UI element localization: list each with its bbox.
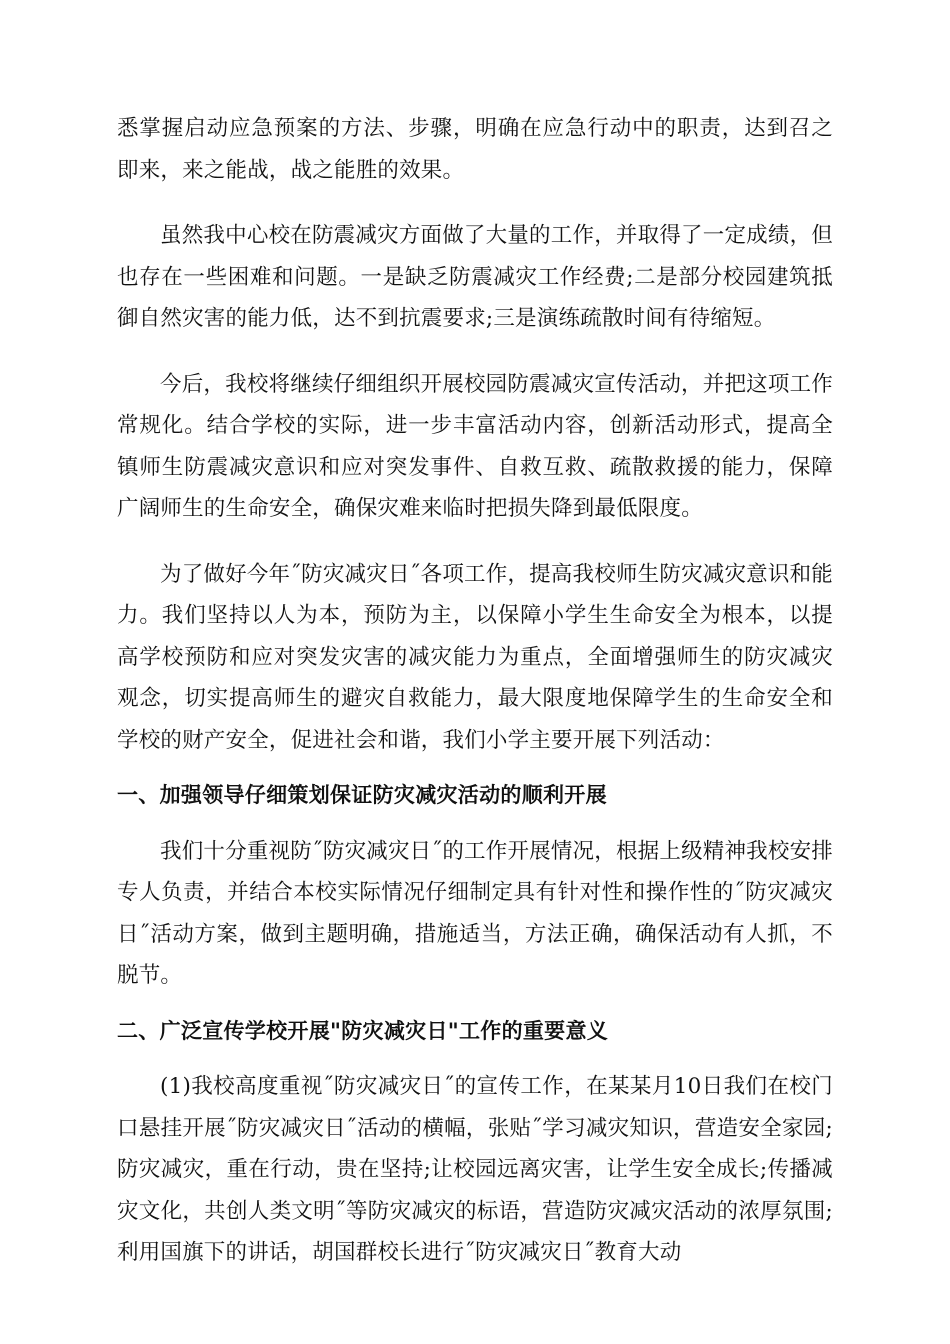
section-heading-2: 二、广泛宣传学校开展"防灾减灾日"工作的重要意义 bbox=[117, 1018, 609, 1043]
document-body bbox=[117, 108, 833, 1298]
paragraph-future-plans: 今后，我校将继续仔细组织开展校园防震减灾宣传活动，并把这项工作常规化。结合学校的实际，进一步丰富活动内容，创新活动形式，提高全镇师生防震减灾意识和应对突发事件、自救互救、疏散救援的能力，保障广阔师生的生命安全，确保灾难来临时把损失降到最低限度。 bbox=[117, 371, 833, 521]
paragraph-difficulties: 虽然我中心校在防震减灾方面做了大量的工作，并取得了一定成绩，但也存在一些困难和问题。一是缺乏防震减灾工作经费;二是部分校园建筑抵御自然灾害的能力低，达不到抗震要求;三是演练疏散时间有待缩短。 bbox=[117, 223, 833, 331]
section-1-body: 我们十分重视防˝防灾减灾日˝的工作开展情况，根据上级精神我校安排专人负责，并结合本校实际情况仔细制定具有针对性和操作性的˝防灾减灾日˝活动方案，做到主题明确，措施适当，方法正确，确保活动有人抓，不脱节。 bbox=[117, 838, 833, 988]
section-heading-1: 一、加强领导仔细策划保证防灾减灾活动的顺利开展 bbox=[117, 783, 607, 807]
paragraph-activity-intro: 为了做好今年˝防灾减灾日˝各项工作，提高我校师生防灾减灾意识和能力。我们坚持以人为本，预防为主，以保障小学生生命安全为根本，以提高学校预防和应对突发灾害的减灾能力为重点，全面增强师生的防灾减灾观念，切实提高师生的避灾自救能力，最大限度地保障学生的生命安全和学校的财产安全，促进社会和谐，我们小学主要开展下列活动： bbox=[117, 561, 833, 753]
paragraph-continuation: 悉掌握启动应急预案的方法、步骤，明确在应急行动中的职责，达到召之即来，来之能战，战之能胜的效果。 bbox=[117, 116, 833, 183]
section-2-body: (1)我校高度重视˝防灾减灾日˝的宣传工作，在某某月10日我们在校门口悬挂开展˝防灾减灾日˝活动的横幅，张贴˝学习减灾知识，营造安全家园;防灾减灾，重在行动，贵在坚持;让校园远离灾害，让学生安全成长;传播减灾文化，共创人类文明˝等防灾减灾的标语，营造防灾减灾活动的浓厚氛围;利用国旗下的讲话，胡国群校长进行˝防灾减灾日˝教育大动 bbox=[117, 1074, 833, 1265]
